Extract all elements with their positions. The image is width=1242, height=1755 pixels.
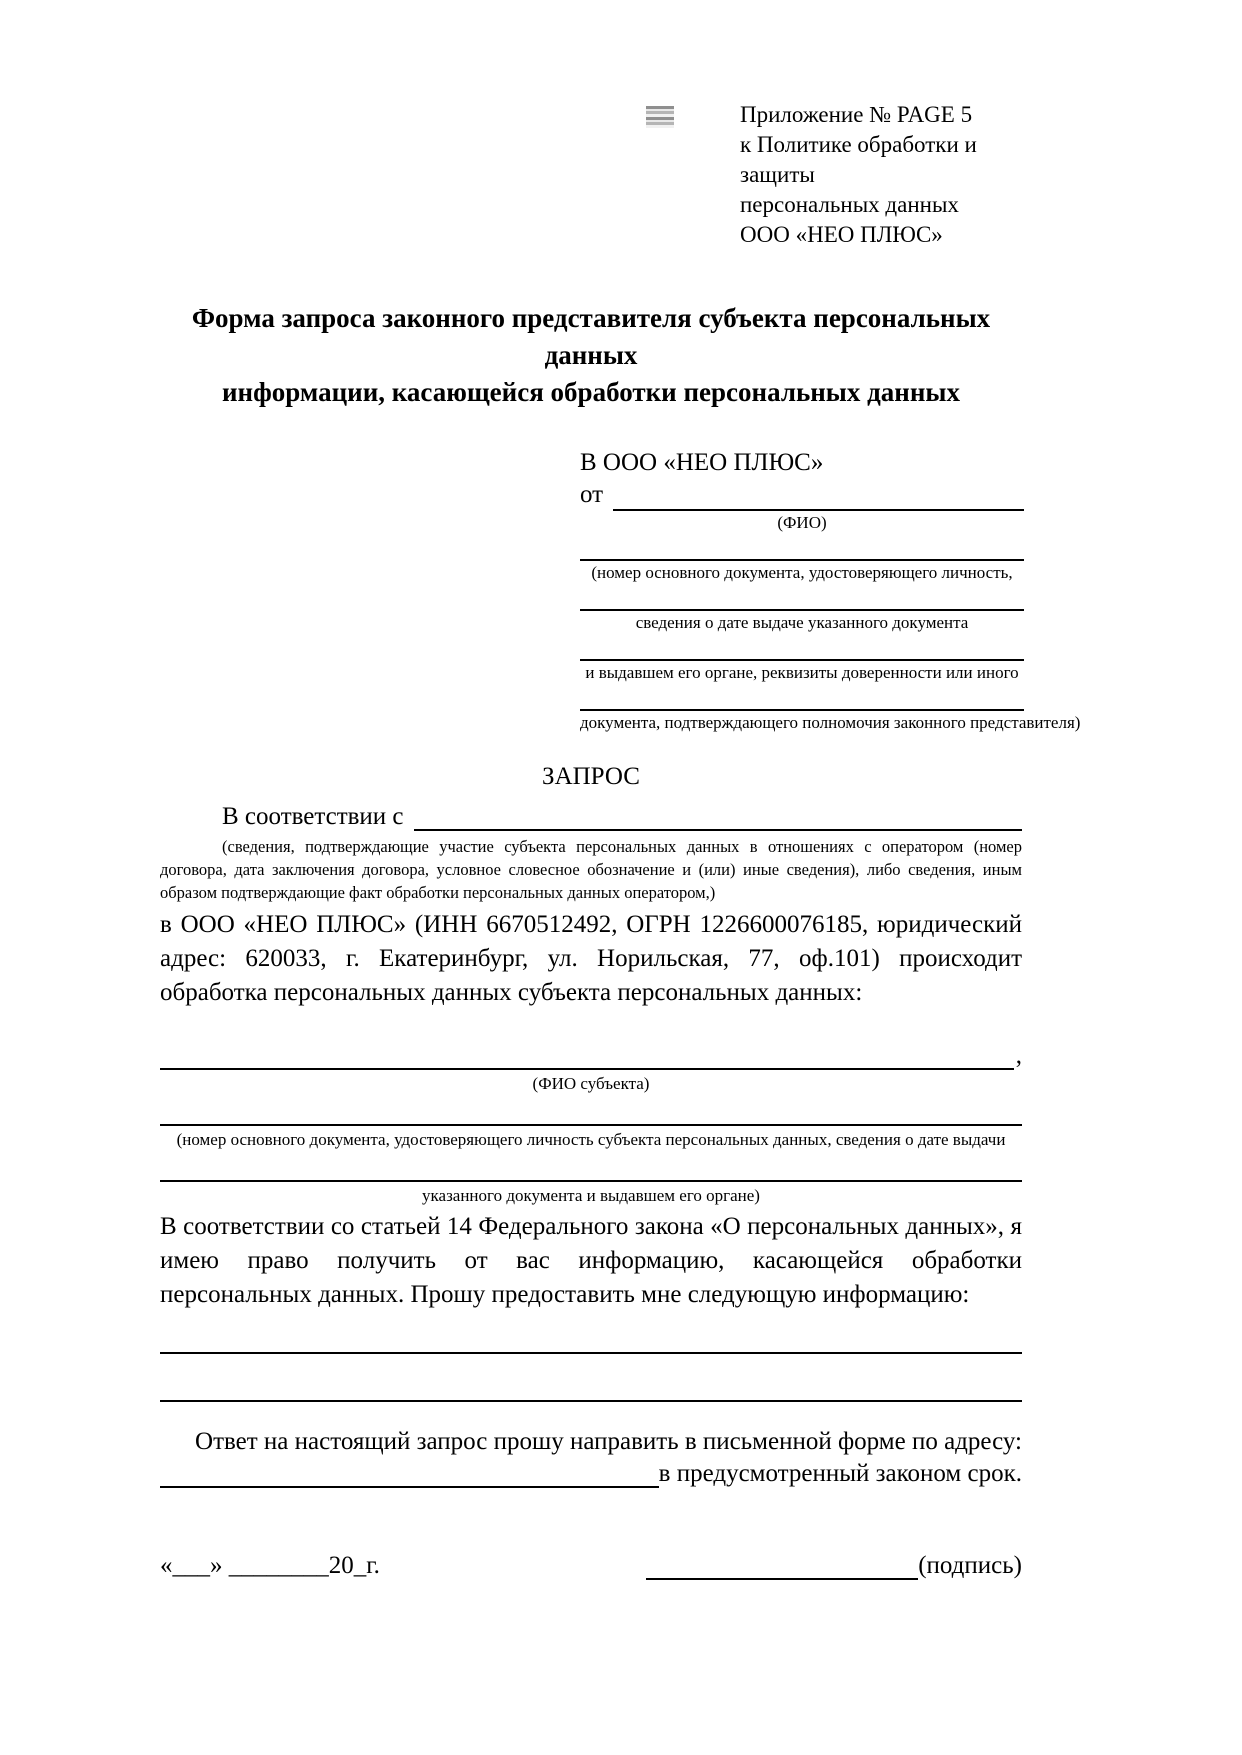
- signature-group: [646, 1550, 1022, 1580]
- addressee-to: В ООО «НЕО ПЛЮС»: [580, 449, 824, 476]
- blank-line-subject-name: [160, 1040, 1014, 1070]
- blank-line-subject-document: [160, 1094, 1022, 1126]
- comma-after-blank: ,: [1015, 1042, 1022, 1069]
- accordance-label: В соответствии с: [222, 803, 404, 830]
- header-policy-line: к Политике обработки и защиты: [740, 132, 977, 187]
- date-line: «___» ________20_г.: [160, 1552, 380, 1579]
- blank-line-representative-name: [613, 479, 1024, 511]
- form-title-line2: информации, касающейся обработки персональных данных: [222, 377, 960, 407]
- law-paragraph: В соответствии со статьей 14 Федерального закона «О персональных данных», я имею право получить от вас информацию, касающейся обработки персональных данных. Прошу предоставить мне следующую информацию:: [160, 1213, 1022, 1308]
- accordance-row: [160, 799, 1022, 831]
- header-appendix-line: Приложение № PAGE 5: [740, 102, 973, 127]
- answer-address-row: [160, 1458, 1022, 1488]
- signature-caption: (подпись): [918, 1552, 1022, 1579]
- blank-line-issuing-authority: [580, 633, 1024, 661]
- header-policy-line2: персональных данных: [740, 192, 959, 217]
- blank-line-issue-date: [580, 583, 1024, 611]
- blank-line-authority-document: [580, 683, 1024, 711]
- caption-issue-date: сведения о дате выдаче указанного документа: [635, 613, 969, 632]
- blank-line-info-2: [160, 1354, 1022, 1402]
- blank-line-info-1: [160, 1312, 1022, 1354]
- blank-line-document-number: [580, 533, 1024, 561]
- caption-authority-document: документа, подтверждающего полномочия законного представителя): [580, 713, 1081, 732]
- blank-line-subject-authority: [160, 1150, 1022, 1182]
- subject-name-row: [160, 1040, 1022, 1070]
- blank-line-address: [160, 1458, 659, 1488]
- accordance-note: (сведения, подтверждающие участие субъекта персональных данных в отношениях с оператором (номер договора, дата заключения договора, условное словесное обозначение и (или) иные сведения), либо сведения, иным образом подтверждающие факт обработки персональных данных оператором,): [160, 837, 1022, 902]
- caption-fio: (ФИО): [777, 513, 827, 532]
- document-header: [740, 100, 1022, 250]
- footer-row: [160, 1550, 1022, 1580]
- requested-info-blanks: [160, 1312, 1022, 1402]
- form-title-line1: Форма запроса законного представителя субъекта персональных данных: [191, 303, 991, 370]
- page-field-icon: [646, 106, 674, 128]
- request-heading: ЗАПРОС: [542, 763, 640, 790]
- addressee-block: [580, 447, 1081, 733]
- operator-paragraph: в ООО «НЕО ПЛЮС» (ИНН 6670512492, ОГРН 1226600076185, юридический адрес: 620033, г. Екатеринбург, ул. Норильская, 77, оф.101) происходит обработка персональных данных субъекта персональных данных:: [160, 911, 1022, 1006]
- form-title: [160, 300, 1022, 411]
- caption-subject-document: (номер основного документа, удостоверяющего личность субъекта персональных данных, сведения о дате выдачи: [176, 1130, 1006, 1149]
- from-row: [580, 479, 1024, 511]
- from-label: от: [580, 481, 604, 508]
- answer-deadline-text: в предусмотренный законом срок.: [658, 1460, 1022, 1487]
- blank-line-signature: [646, 1550, 918, 1580]
- answer-address-line: Ответ на настоящий запрос прошу направить в письменной форме по адресу:: [195, 1428, 1022, 1455]
- caption-subject-authority: указанного документа и выдавшем его органе): [422, 1186, 760, 1205]
- caption-issuing-authority: и выдавшем его органе, реквизиты доверенности или иного: [585, 663, 1019, 682]
- blank-line-accordance: [414, 799, 1022, 831]
- header-company-line: ООО «НЕО ПЛЮС»: [740, 222, 943, 247]
- caption-document-number: (номер основного документа, удостоверяющего личность,: [591, 563, 1013, 582]
- caption-subject-fio: (ФИО субъекта): [532, 1074, 650, 1093]
- subject-block: [160, 1040, 1022, 1206]
